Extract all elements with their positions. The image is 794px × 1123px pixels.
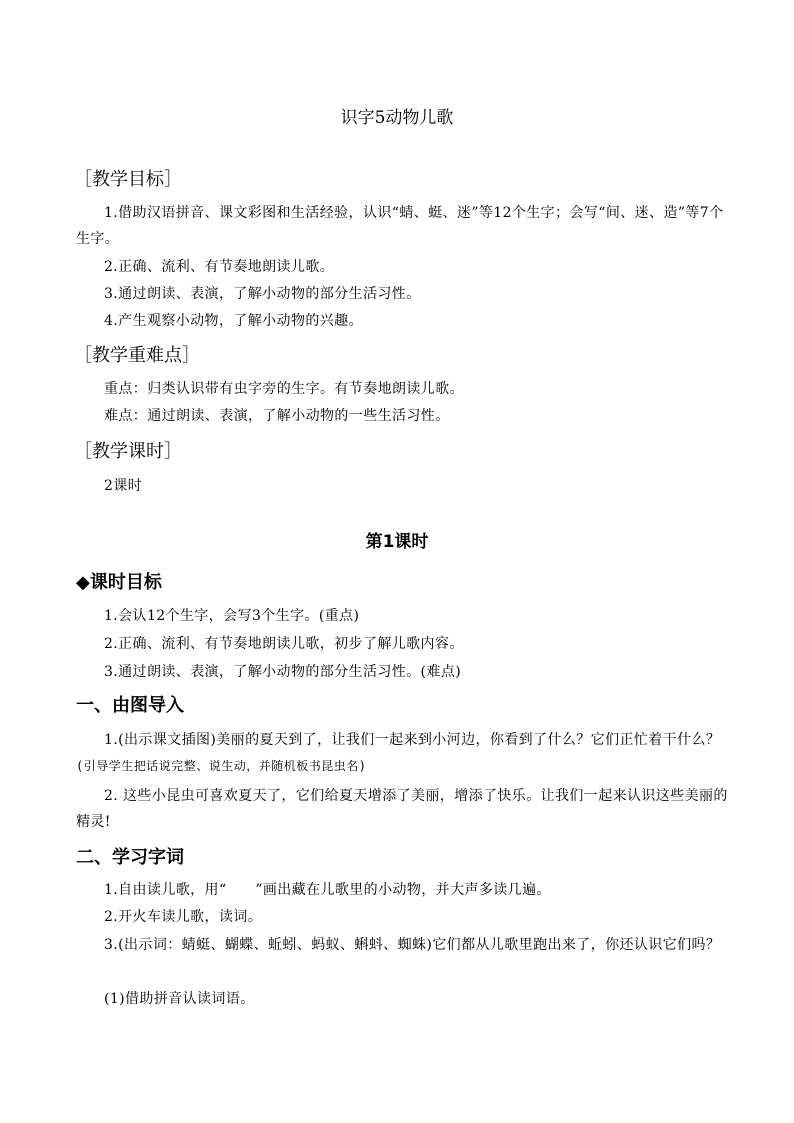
part2-item: 2.开火车读儿歌，读词。	[104, 909, 263, 925]
objective-item: 2.正确、流利、有节奏地朗读儿歌。	[104, 259, 335, 275]
lesson-objective-item: 3.通过朗读、表演，了解小动物的部分生活习性。(难点)	[104, 664, 462, 680]
lesson-objectives-heading: ◆课时目标	[76, 572, 162, 593]
key-point-item: 重点：归类认识带有虫字旁的生字。有节奏地朗读儿歌。	[104, 381, 464, 397]
key-point-item: 难点：通过朗读、表演，了解小动物的一些生活习性。	[104, 408, 450, 424]
part1-paragraph-2: 2. 这些小昆虫可喜欢夏天了，它们给夏天增添了美丽，增添了快乐。让我们一起来认识这些美丽的精灵!	[76, 788, 728, 830]
part1-teacher-note: (引导学生把话说完整、说生动，并随机板书昆虫名)	[76, 759, 367, 773]
objective-item: 4.产生观察小动物，了解小动物的兴趣。	[104, 313, 363, 329]
part1-heading: 一、由图导入	[76, 695, 184, 716]
part1-paragraph-1	[76, 727, 728, 779]
part2-heading: 二、学习字词	[76, 847, 184, 868]
periods-value: 2课时	[104, 478, 143, 494]
periods-heading: ［教学课时］	[74, 441, 182, 462]
key-points-heading: ［教学重难点］	[74, 345, 200, 366]
document-title: 识字5动物儿歌	[340, 108, 454, 128]
part1-paragraph-1-text: 1.(出示课文插图)美丽的夏天到了，让我们一起来到小河边，你看到了什么？它们正忙着干什么？	[104, 732, 721, 748]
objectives-heading: ［教学目标］	[74, 169, 182, 190]
part2-item: (1)借助拼音认读词语。	[104, 991, 255, 1007]
lesson-objective-item: 1.会认12个生字，会写3个生字。(重点)	[104, 608, 360, 624]
part2-item: 3.(出示词：蜻蜓、蝴蝶、蚯蚓、蚂蚁、蝌蚪、蜘蛛)它们都从儿歌里跑出来了，你还认识它们吗？	[104, 937, 721, 953]
lesson-objective-item: 2.正确、流利、有节奏地朗读儿歌，初步了解儿歌内容。	[104, 636, 464, 652]
lesson1-title: 第1课时	[365, 532, 429, 552]
objective-item: 1.借助汉语拼音、课文彩图和生活经验，认识“蜻、蜓、迷”等12个生字；会写“间、迷、造”等7个生字。	[76, 205, 724, 247]
objective-item: 3.通过朗读、表演，了解小动物的部分生活习性。	[104, 286, 421, 302]
part2-item: 1.自由读儿歌，用“ ”画出藏在儿歌里的小动物，并大声多读几遍。	[104, 882, 551, 898]
